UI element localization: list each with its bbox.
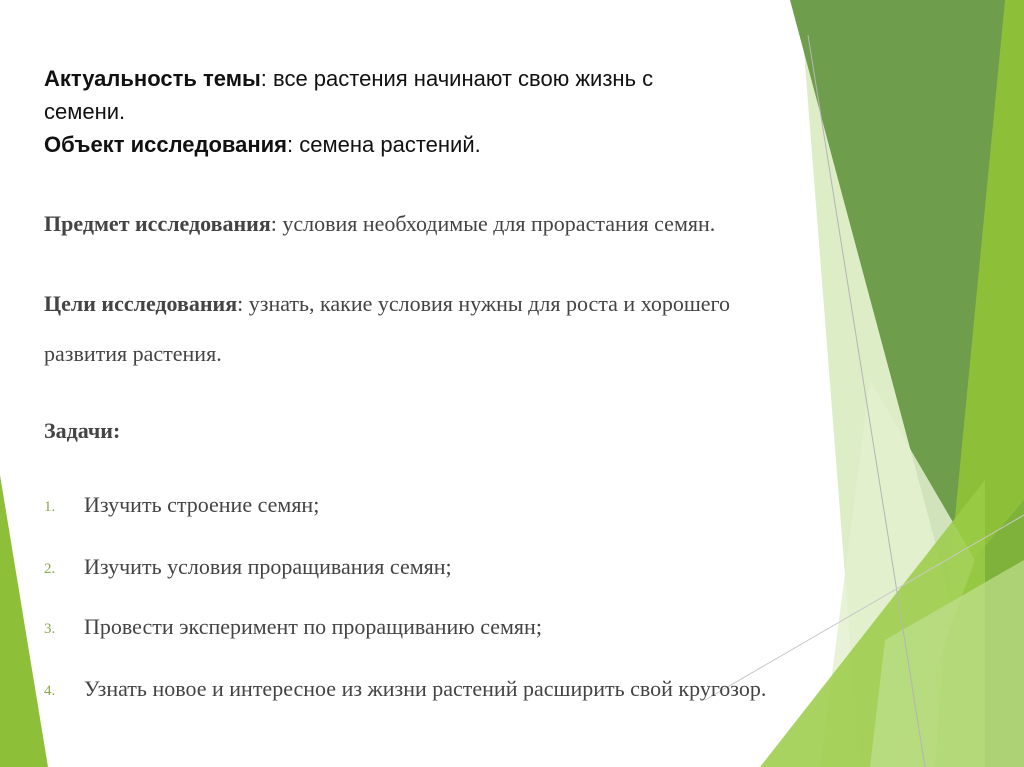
list-item-text: Провести эксперимент по проращиванию семян; (84, 614, 542, 639)
list-item-text: Узнать новое и интересное из жизни растений расширить свой кругозор. (84, 676, 767, 701)
research-goals-continuation (44, 341, 222, 367)
research-goals-text-cont: развития растения. (44, 341, 222, 366)
topic-relevance-text: : все растения начинают свою жизнь с (260, 66, 654, 91)
tasks-heading: Задачи: (44, 418, 121, 443)
research-goals-line (44, 291, 730, 317)
list-item-text: Изучить строение семян; (84, 492, 320, 517)
list-item-number: 2. (44, 561, 56, 577)
topic-relevance-label: Актуальность темы (44, 66, 261, 91)
research-object-label: Объект исследования (44, 132, 288, 157)
research-goals-text: : узнать, какие условия нужны для роста и хорошего (237, 291, 731, 316)
topic-relevance-text-cont: семени. (44, 99, 126, 124)
topic-relevance-line (44, 66, 653, 92)
list-item-number: 3. (44, 621, 56, 637)
topic-relevance-continuation (44, 99, 125, 125)
list-item-number: 1. (44, 499, 56, 515)
research-object-text: : семена растений. (287, 132, 481, 157)
decor-left-green-triangle (0, 475, 48, 767)
research-subject-label: Предмет исследования (44, 211, 271, 236)
research-subject-line (44, 211, 715, 237)
list-item-text: Изучить условия проращивания семян; (84, 554, 452, 579)
list-item-number: 4. (44, 683, 56, 699)
research-goals-label: Цели исследования (44, 291, 238, 316)
research-object-line (44, 132, 481, 158)
research-subject-text: : условия необходимые для прорастания семян. (270, 211, 716, 236)
